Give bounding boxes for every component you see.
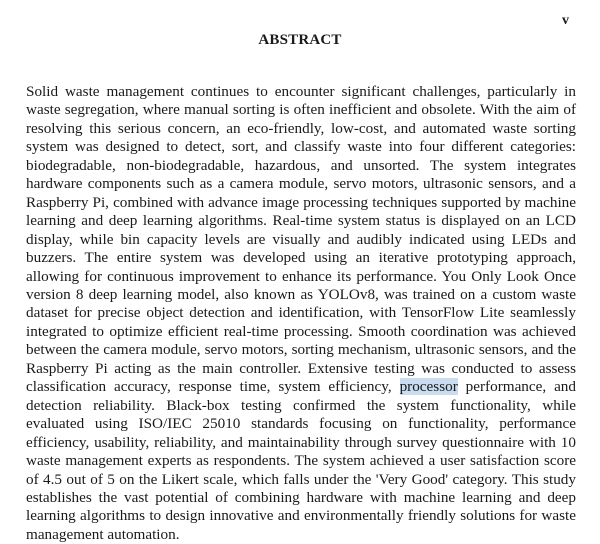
selected-text-highlight[interactable]: processor [399, 378, 458, 396]
abstract-text-part-1: Solid waste management continues to encounter significant challenges, particularly in waste segregation, where manual sorting is often inefficient and obsolete. With the aim of resolving this serious concern, an eco-friendly, low-cost, and automated waste sorting system was designed to detect, sort, and classify waste into four different categories: biodegradable, non-biodegradable, hazardous, and unsorted. The system integrates hardware components such as a camera module, servo motors, ultrasonic sensors, and a Raspberry Pi, combined with advance image processing techniques supported by machine learning and deep learning algorithms. Real-time system status is displayed on an LCD display, while bin capacity levels are visually and audibly indicated using LEDs and buzzers. The entire system was developed using an iterative prototyping approach, allowing for continuous improvement to enhance its performance. You Only Look Once version 8 deep learning model, also known as YOLOv8, was trained on a custom waste dataset for precise object detection and identification, with TensorFlow Lite seamlessly integrated to optimize efficient real-time processing. Smooth coordination was achieved between the camera module, servo motors, sorting mechanism, ultrasonic sensors, and the Raspberry Pi acting as the main controller. Extensive testing was conducted to assess classification accuracy, response time, system efficiency, [26, 83, 576, 396]
abstract-body [26, 83, 576, 544]
abstract-paragraph[interactable] [26, 83, 576, 544]
page-number: v [562, 13, 569, 28]
abstract-text-part-2: performance, and detection reliability. Black-box testing confirmed the system functionality, while evaluated using ISO/IEC 25010 standards focusing on functionality, performance efficiency, usability, reliability, and maintainability through survey questionnaire with 10 waste management experts as respondents. The system achieved a user satisfaction score of 4.5 out of 5 on the Likert scale, which falls under the 'Very Good' category. This study establishes the vast potential of combining hardware with machine learning and deep learning algorithms to design innovative and environmentally friendly solutions for waste management automation. [26, 378, 576, 543]
abstract-heading: ABSTRACT [258, 32, 342, 48]
